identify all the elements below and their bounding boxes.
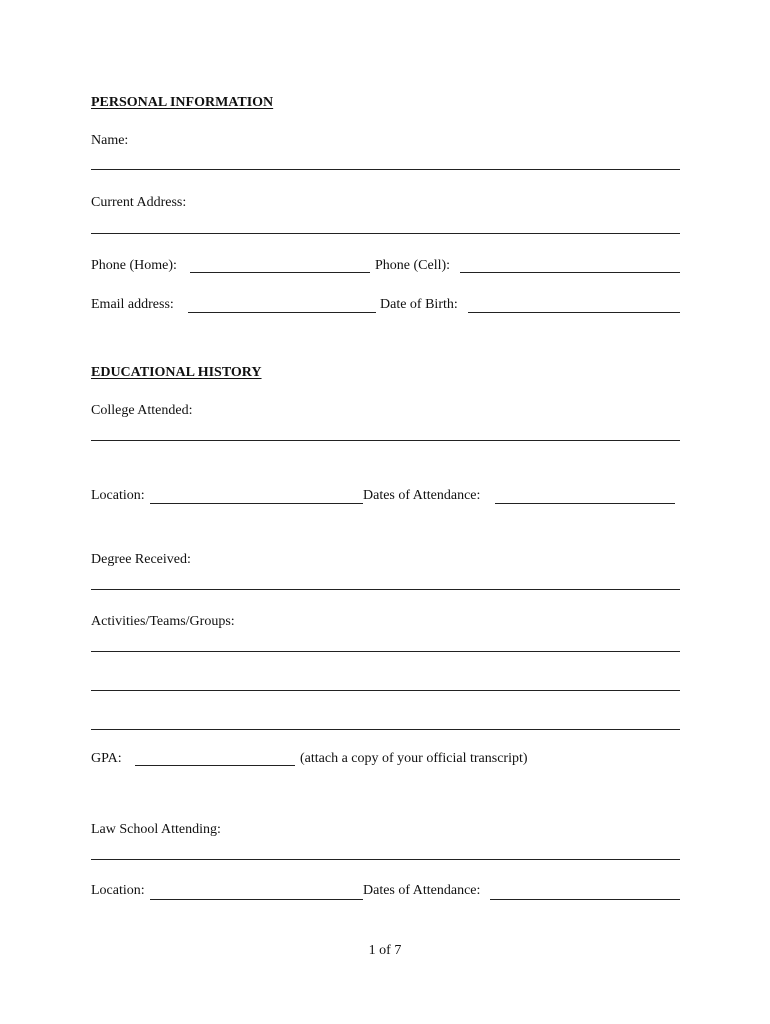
activities-label: Activities/Teams/Groups: — [91, 614, 235, 629]
educational-history-heading: EDUCATIONAL HISTORY — [91, 365, 262, 380]
law-school-location-field-line[interactable] — [150, 899, 363, 900]
college-location-field-line[interactable] — [150, 503, 363, 504]
name-field-line[interactable] — [91, 169, 680, 170]
law-school-attending-label: Law School Attending: — [91, 822, 221, 837]
gpa-label: GPA: — [91, 751, 122, 766]
law-school-dates-label: Dates of Attendance: — [363, 883, 481, 898]
current-address-field-line[interactable] — [91, 233, 680, 234]
law-school-attending-field-line[interactable] — [91, 859, 680, 860]
phone-home-field-line[interactable] — [190, 272, 370, 273]
college-attended-label: College Attended: — [91, 403, 193, 418]
college-location-label: Location: — [91, 488, 145, 503]
current-address-label: Current Address: — [91, 195, 187, 210]
page-indicator: 1 of 7 — [368, 943, 402, 958]
date-of-birth-field-line[interactable] — [468, 312, 680, 313]
personal-information-heading: PERSONAL INFORMATION — [91, 95, 274, 110]
name-label: Name: — [91, 133, 129, 148]
date-of-birth-label: Date of Birth: — [380, 297, 458, 312]
law-school-location-label: Location: — [91, 883, 145, 898]
activities-field-line-3[interactable] — [91, 729, 680, 730]
college-attended-field-line[interactable] — [91, 440, 680, 441]
gpa-transcript-note: (attach a copy of your official transcript) — [300, 751, 528, 766]
email-address-field-line[interactable] — [188, 312, 376, 313]
phone-home-label: Phone (Home): — [91, 258, 177, 273]
activities-field-line-2[interactable] — [91, 690, 680, 691]
college-dates-field-line[interactable] — [495, 503, 675, 504]
degree-received-field-line[interactable] — [91, 589, 680, 590]
college-dates-label: Dates of Attendance: — [363, 488, 481, 503]
degree-received-label: Degree Received: — [91, 552, 191, 567]
phone-cell-field-line[interactable] — [460, 272, 680, 273]
email-address-label: Email address: — [91, 297, 174, 312]
activities-field-line-1[interactable] — [91, 651, 680, 652]
gpa-field-line[interactable] — [135, 765, 295, 766]
law-school-dates-field-line[interactable] — [490, 899, 680, 900]
phone-cell-label: Phone (Cell): — [375, 258, 451, 273]
